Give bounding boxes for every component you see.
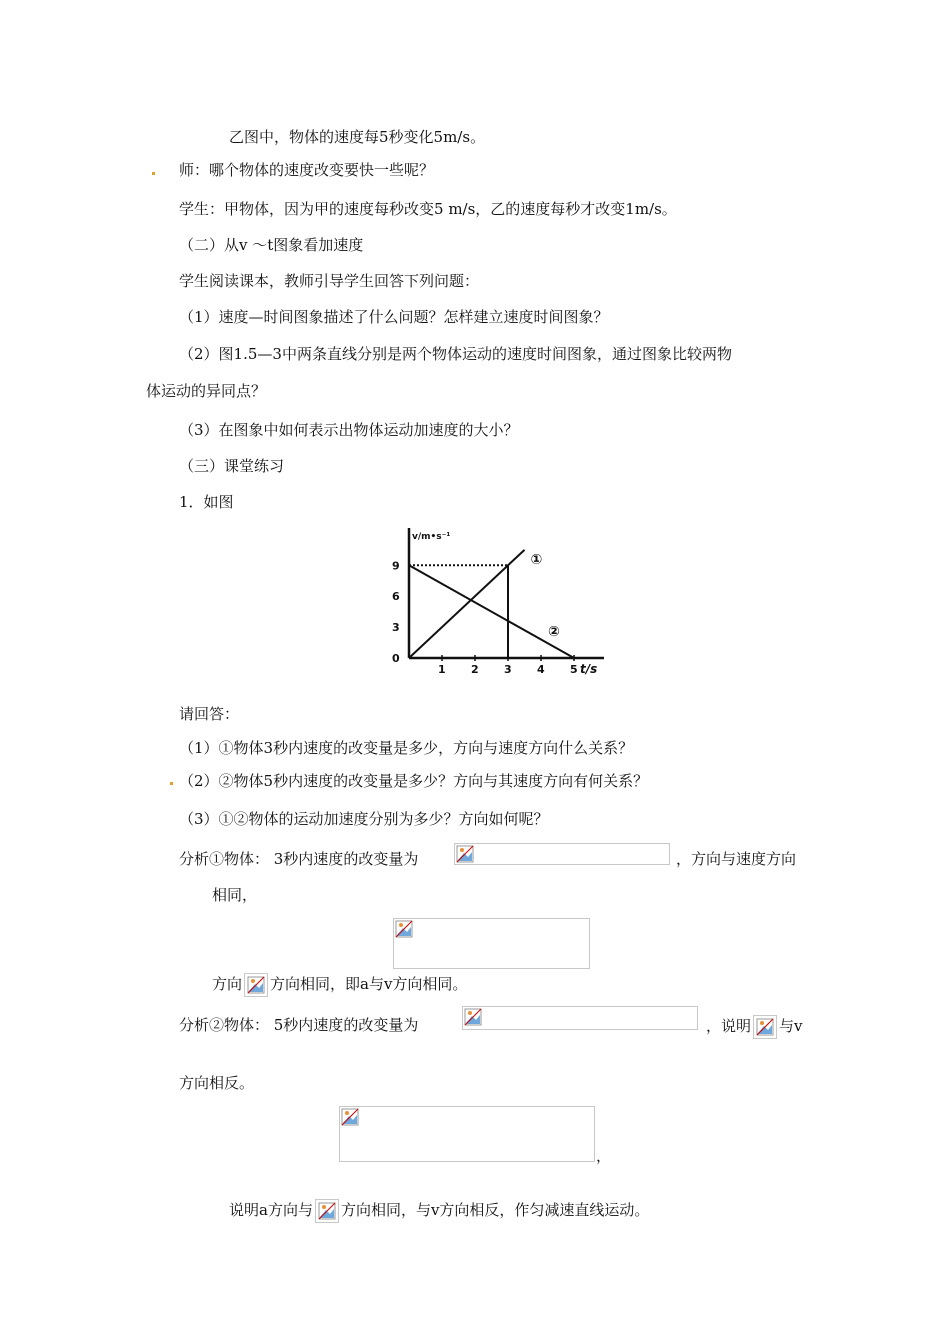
text-line: 相同， [212,886,258,904]
text-line: 方向相反。 [179,1074,255,1092]
question-line: （2）②物体5秒内速度的改变量是多少？方向与其速度方向有何关系？ [179,772,649,790]
broken-image-icon [456,845,474,863]
x-axis-label: t/s [580,662,598,676]
text-line: ， [596,1147,612,1165]
series-label: ② [548,624,560,640]
y-tick-label: 0 [392,652,400,665]
formula-image [244,973,268,997]
text-line: 乙图中，物体的速度每5秒变化5m/s。 [229,128,486,146]
question-line: （3）①②物体的运动加速度分别为多少？方向如何呢？ [179,810,549,828]
analysis-line [706,1015,803,1039]
x-tick-label: 4 [537,663,545,676]
formula-image [753,1015,777,1039]
analysis-line [212,973,467,997]
broken-image-icon [341,1108,359,1126]
marker-dot [152,172,155,175]
analysis-line [179,849,418,869]
analysis-text: ，说明 [706,1017,752,1035]
velocity-time-chart [385,525,610,680]
x-tick-label: 3 [504,663,512,676]
formula-image [315,1199,339,1223]
broken-image-icon [756,1018,774,1036]
analysis-text: 分析②物体： 5秒内速度的改变量为 [179,1016,419,1034]
text-line: 学生：甲物体，因为甲的速度每秒改变5 m/s，乙的速度每秒才改变1m/s。 [179,200,677,218]
formula-image [462,1006,698,1030]
text-line: 请回答： [179,705,240,723]
y-tick-label: 9 [392,559,400,573]
analysis-text: 说明a方向与 [229,1201,313,1219]
formula-image [454,843,670,865]
analysis-text: 与v [779,1017,803,1035]
text-line: 学生阅读课本，教师引导学生回答下列问题： [179,272,480,290]
text-line: 体运动的异同点？ [146,382,267,400]
section-heading: （二）从v ～t图象看加速度 [179,236,364,254]
analysis-line [229,1199,649,1223]
analysis-text: ，方向与速度方向 [676,850,797,868]
x-tick-label: 1 [438,663,446,676]
series-label: ① [530,551,543,568]
y-tick-label: 6 [392,590,400,604]
question-line: （1）速度—时间图象描述了什么问题？怎样建立速度时间图象？ [179,308,609,326]
series-line-2 [409,565,574,658]
section-heading: （三）课堂练习 [179,457,285,475]
y-axis-label: v/m•s⁻¹ [412,532,451,542]
broken-image-icon [395,920,413,938]
analysis-line [179,1015,418,1035]
question-line: （2）图1.5—3中两条直线分别是两个物体运动的速度时间图象，通过图象比较两物 [179,345,732,363]
x-tick-label: 2 [471,663,479,676]
y-tick-label: 3 [392,621,400,635]
question-line: （1）①物体3秒内速度的改变量是多少，方向与速度方向什么关系？ [179,739,634,757]
analysis-text: 方向相同，与v方向相反，作匀减速直线运动。 [340,1201,650,1219]
marker-dot [170,782,173,785]
broken-image-icon [318,1202,336,1220]
text-line: 师：哪个物体的速度改变要快一些呢？ [179,161,435,179]
broken-image-icon [247,976,265,994]
question-line: （3）在图象中如何表示出物体运动加速度的大小？ [179,421,519,439]
broken-image-icon [464,1008,482,1026]
analysis-text: 方向 [212,975,243,993]
x-tick-label: 5 [570,663,578,676]
formula-image [393,918,590,969]
analysis-text: 方向相同，即a与v方向相同。 [270,975,468,993]
text-line: 1．如图 [179,493,234,511]
analysis-text: 分析①物体： 3秒内速度的改变量为 [179,850,419,868]
formula-image [339,1106,595,1162]
